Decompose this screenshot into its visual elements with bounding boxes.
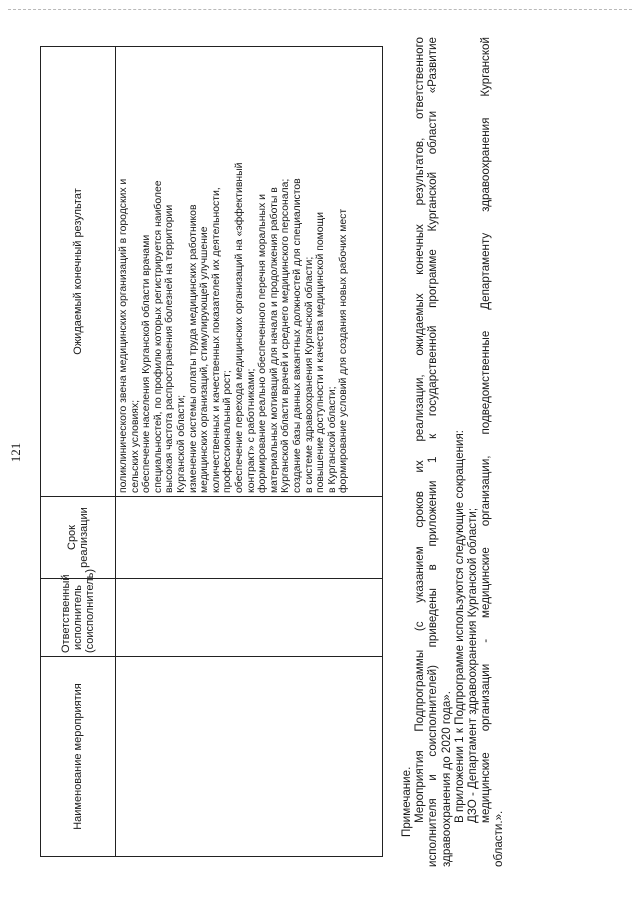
- result-line: сельских условиях;: [129, 400, 141, 493]
- header-period: Срок реализации: [41, 497, 116, 579]
- cell-responsible: [116, 579, 383, 657]
- result-line: Курганской области врачей и среднего медицинского персонала;: [280, 178, 292, 493]
- result-line: формирование реально обеспеченного перечня моральных и: [257, 194, 269, 493]
- result-line: материальных мотиваций для начала и продолжения работы в: [268, 187, 280, 493]
- notes-abbreviations-intro: В приложении 1 к Подпрограмме используются следующие сокращения:: [452, 429, 466, 823]
- result-line: обеспечение перехода медицинских организаций на «эффективный: [233, 162, 245, 493]
- result-line: в системе здравоохранения Курганской области;: [303, 256, 315, 493]
- notes-abbreviation-med-orgs: медицинские организации - медицинские организации, подведомственные Департаменту здравоохранения Курганской: [479, 37, 493, 823]
- result-line: создание базы данных вакантных должностей для специалистов: [291, 178, 303, 493]
- result-line: обеспечение населения Курганской области врачами: [141, 234, 153, 493]
- notes-paragraph-line: Мероприятия Подпрограммы (с указанием сроков их реализации, ожидаемых конечных результатов, ответственного: [413, 37, 427, 823]
- result-line: специальностей, по профилю которых регистрируется наиболее: [152, 180, 164, 493]
- notes-section: [400, 37, 506, 867]
- result-line: в Курганской области;: [326, 386, 338, 493]
- result-line: контракт» с работниками;: [245, 368, 257, 493]
- result-line: поликлинического звена медицинских организаций в городских и: [118, 178, 129, 493]
- table-header-row: [41, 47, 116, 857]
- result-line: Курганской области;: [175, 394, 187, 493]
- page-number: 121: [8, 442, 23, 463]
- header-measure-name: Наименование мероприятия: [41, 657, 116, 857]
- notes-abbreviation-dzo: ДЗО - Департамент здравоохранения Курганской области;: [466, 507, 480, 823]
- result-line: профессиональный рост;: [222, 370, 234, 493]
- cell-period: [116, 497, 383, 579]
- notes-title: Примечание.: [400, 766, 413, 837]
- cell-expected-result: [116, 47, 383, 497]
- measures-table: [40, 46, 383, 857]
- header-responsible: Ответственный исполнитель (соисполнитель): [41, 579, 116, 657]
- result-line: формирование условий для создания новых рабочих мест: [338, 208, 350, 493]
- table-row: [116, 47, 383, 857]
- header-expected-result: Ожидаемый конечный результат: [41, 47, 116, 497]
- notes-abbreviation-med-orgs-end: области.».: [492, 810, 506, 867]
- result-line: повышение доступности и качества медицинской помощи: [315, 212, 327, 493]
- notes-paragraph-line: здравоохранения до 2020 года».: [439, 691, 453, 867]
- notes-paragraph-line: исполнителя и соисполнителей) приведены в приложении 1 к государственной программе Курганской области «Развитие: [426, 37, 440, 867]
- result-line: медицинских организаций, стимулирующей улучшение: [199, 226, 211, 493]
- cell-measure-name: [116, 657, 383, 857]
- result-line: количественных и качественных показателей их деятельности,: [210, 187, 222, 493]
- result-line: изменение системы оплаты труда медицинских работников: [187, 204, 199, 493]
- result-line: высокая частота распространения болезней на территории: [164, 204, 176, 493]
